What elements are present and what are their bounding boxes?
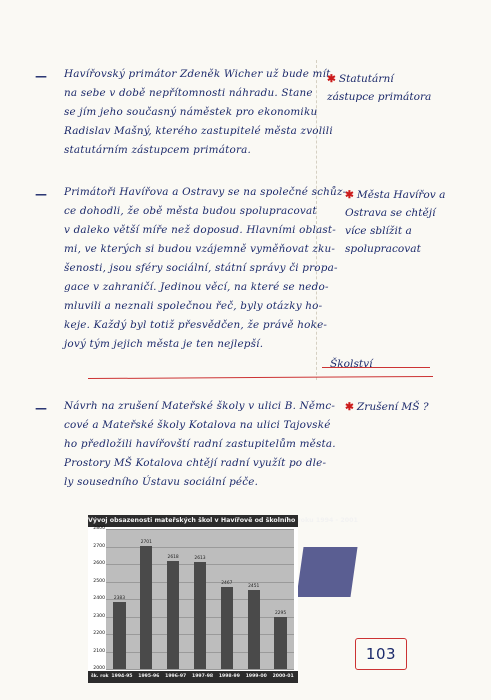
side-note-line xyxy=(345,204,445,222)
chart-y-tick-label: 2500 xyxy=(93,578,105,584)
asterisk-icon: ✱ xyxy=(345,401,354,413)
side-note-text: spolupracovat xyxy=(345,243,421,255)
chart-bar xyxy=(274,617,286,669)
chart-y-tick-label: 2000 xyxy=(93,666,105,671)
chart-bar xyxy=(140,546,152,669)
chart-data-label: 2383 xyxy=(113,595,126,601)
note-line: Prostory MŠ Kotalova chtějí radní využít po dle- xyxy=(64,457,327,469)
bullet-dash: — xyxy=(35,69,47,83)
side-note-text: více sblížit a xyxy=(345,225,412,237)
chart-x-tick-label: 1995-96 xyxy=(138,674,160,679)
chart-y-tick-label: 2200 xyxy=(93,631,105,636)
side-note-line xyxy=(345,398,429,416)
chart-x-tick-label: 1999-00 xyxy=(245,674,267,679)
page-number: 103 xyxy=(355,638,407,670)
asterisk-icon: ✱ xyxy=(327,73,336,85)
note-line: jový tým jejich města je ten nejlepší. xyxy=(64,338,264,350)
note-line: ce dohodli, že obě města budou spolupracovat xyxy=(64,205,317,217)
note-line: Havířovský primátor Zdeněk Wicher už bude mít xyxy=(64,68,331,80)
note-line: ho předložili havířovští radní zastupitelům města. xyxy=(64,438,336,450)
side-note-text: Města Havířov a xyxy=(356,189,446,201)
section-divider xyxy=(88,376,433,379)
note-line: Radislav Mašný, kterého zastupitelé města zvolili xyxy=(64,125,333,137)
chart-x-tick-label: 1994-95 xyxy=(111,674,133,679)
note-line: gace v zahraničí. Jedinou věcí, na které se nedo- xyxy=(64,281,329,293)
side-note-statutory-deputy xyxy=(327,70,431,106)
note-line: Primátoři Havířova a Ostravy se na společné schůz- xyxy=(64,186,347,198)
side-heading-schools: Školství xyxy=(330,358,373,370)
chart-x-tick-label: 1996-97 xyxy=(165,674,187,679)
note-line: keje. Každý byl totiž přesvědčen, že právě hoke- xyxy=(64,319,328,331)
chart-title: Vývoj obsazenosti mateřských škol v Havířově od školního roku 1994 - 2001 xyxy=(88,515,298,527)
asterisk-icon: ✱ xyxy=(345,189,354,201)
chart-gridline xyxy=(106,529,294,530)
side-note-text: Ostrava se chtějí xyxy=(345,207,436,219)
chart-data-label: 2295 xyxy=(274,611,287,617)
chart-data-label: 2467 xyxy=(221,581,233,587)
side-note-line xyxy=(345,186,445,204)
side-note-text: Statutární xyxy=(338,73,394,85)
side-note-line xyxy=(345,222,445,240)
chart-data-label: 2701 xyxy=(140,540,152,546)
chart-bar xyxy=(221,587,233,669)
side-note-text: zástupce primátora xyxy=(327,91,432,103)
note-line: cové a Mateřské školy Kotalova na ulici Tajovské xyxy=(64,419,331,431)
note-kindergarten-closure xyxy=(64,397,336,492)
note-line: šenosti, jsou sféry sociální, státní správy či propa- xyxy=(64,262,338,274)
chart-bar xyxy=(194,562,206,669)
chart-y-tick-label: 2400 xyxy=(93,596,105,601)
chart-gridline xyxy=(106,547,294,548)
note-line: se jím jeho současný náměstek pro ekonomiku xyxy=(64,106,318,118)
chart-data-label: 2613 xyxy=(194,555,206,561)
side-note-kindergarten xyxy=(345,398,429,416)
chart-y-tick-label: 2800 xyxy=(93,526,105,531)
newspaper-chart-clipping xyxy=(88,515,358,683)
note-line: mi, ve kterých si budou vzájemně vyměňovat zku- xyxy=(64,243,336,255)
chart-x-axis xyxy=(88,671,298,683)
bullet-dash: — xyxy=(35,187,47,201)
chart-bar xyxy=(167,561,179,669)
bullet-dash: — xyxy=(35,401,47,415)
blue-sticker xyxy=(296,547,357,597)
chart-gridline xyxy=(106,669,294,670)
chart-x-tick-label: 1997-98 xyxy=(192,674,214,679)
note-primator-deputy xyxy=(64,65,333,160)
chart-y-tick-label: 2700 xyxy=(93,543,105,549)
note-line: ly sousedního Ústavu sociální péče. xyxy=(64,476,259,488)
chart-plot-area xyxy=(106,529,294,669)
chart-x-tick-label: 1998-99 xyxy=(218,674,240,679)
chart-y-tick-label: 2100 xyxy=(93,648,105,654)
chart-y-tick-label: 2300 xyxy=(93,613,105,619)
side-note-line xyxy=(327,88,431,106)
side-note-line xyxy=(345,240,445,258)
side-heading-underline xyxy=(322,367,430,368)
chart-data-label: 2618 xyxy=(167,554,179,560)
note-line: mluvili a neznali společnou řeč, byly otázky ho- xyxy=(64,300,323,312)
chart-bar xyxy=(113,602,125,669)
side-note-cooperation xyxy=(345,186,445,258)
note-line: v daleko větší míře než doposud. Hlavními oblast- xyxy=(64,224,336,236)
side-note-line xyxy=(327,70,431,88)
note-havirov-ostrava-cooperation xyxy=(64,183,347,354)
note-line: na sebe v době nepřítomnosti náhradu. Stane xyxy=(64,87,313,99)
chart-y-tick-label: 2600 xyxy=(93,561,105,566)
side-note-text: Zrušení MŠ ? xyxy=(356,401,429,413)
chart-x-tick-label: 2000-01 xyxy=(272,674,294,679)
chart-data-label: 2451 xyxy=(248,584,260,590)
chart-bar xyxy=(248,590,260,669)
note-line: Návrh na zrušení Mateřské školy v ulici B. Němc- xyxy=(64,400,336,412)
chart-x-axis-label: šk. rok xyxy=(91,674,109,679)
note-line: statutárním zástupcem primátora. xyxy=(64,144,252,156)
